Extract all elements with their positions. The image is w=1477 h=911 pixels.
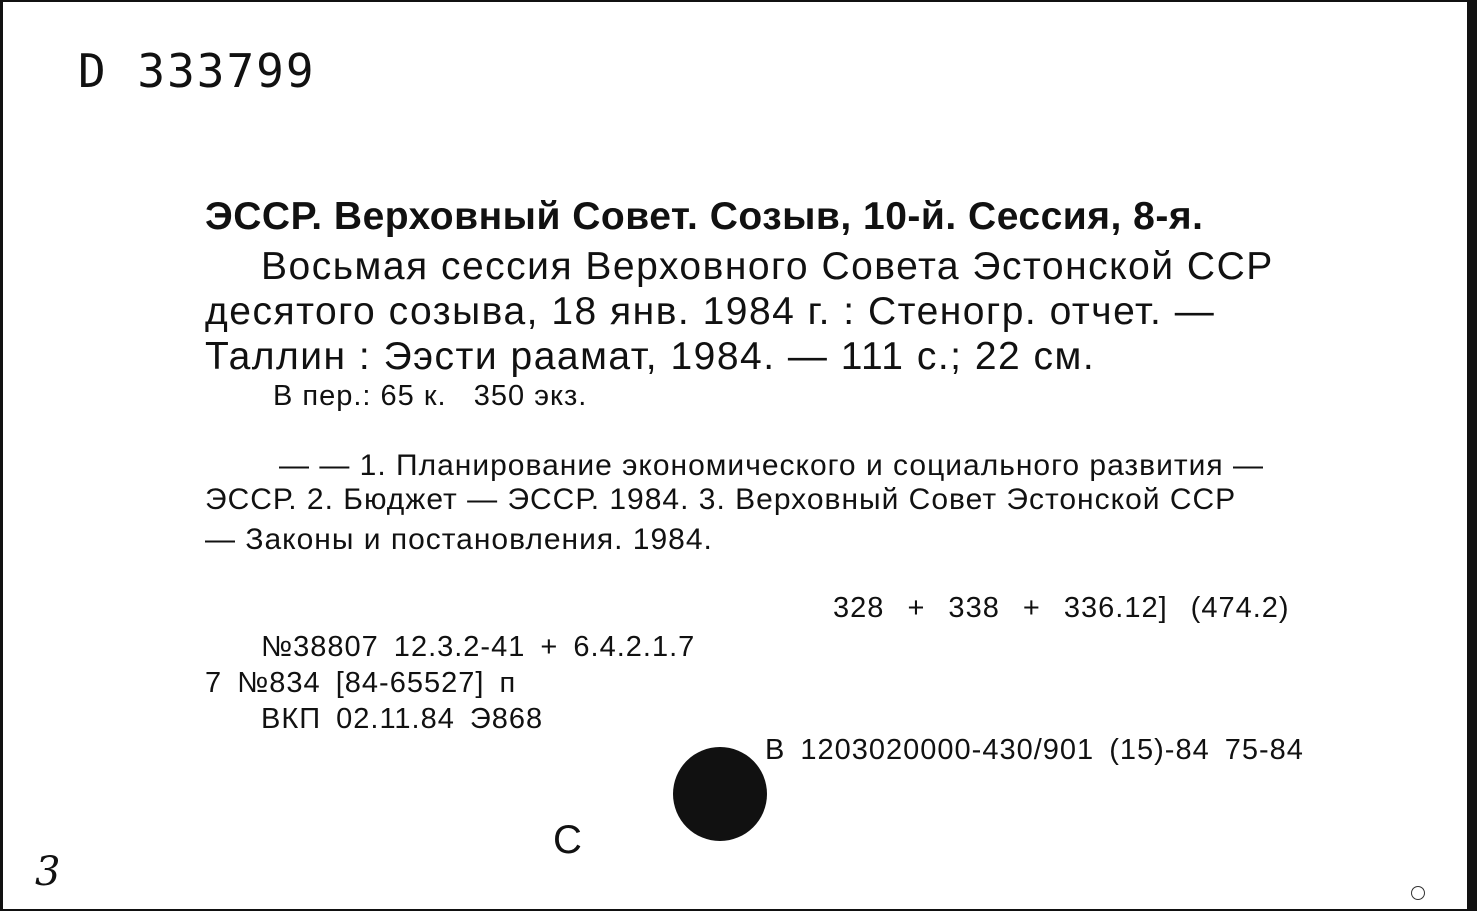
card-letter: С: [553, 818, 582, 862]
code-line-3: ВКП 02.11.84 Э868: [261, 703, 544, 735]
title-line-3: Таллин : Ээсти раамат, 1984. — 111 с.; 22 см.: [205, 335, 1096, 378]
classification-index: 328 + 338 + 336.12] (474.2): [833, 592, 1290, 624]
price-line: В пер.: 65 к. 350 экз.: [273, 380, 588, 412]
code-line-1: №38807 12.3.2-41 + 6.4.2.1.7: [261, 631, 696, 663]
punch-hole: [673, 747, 767, 841]
isbn-line: В 1203020000-430/901 (15)-84 75-84: [765, 734, 1304, 766]
subject-line-3: — Законы и постановления. 1984.: [205, 523, 713, 556]
code-line-2: 7 №834 [84-65527] п: [205, 667, 517, 699]
title-line-2: десятого созыва, 18 янв. 1984 г. : Стеногр. отчет. —: [205, 290, 1216, 333]
corner-circle-icon: [1411, 886, 1425, 900]
subject-line-1: — — 1. Планирование экономического и социального развития —: [279, 449, 1264, 482]
call-number: D 333799: [78, 44, 316, 98]
card-heading: ЭССР. Верховный Совет. Созыв, 10-й. Сессия, 8-я.: [205, 195, 1204, 238]
title-line-1: Восьмая сессия Верховного Совета Эстонской ССР: [261, 245, 1274, 288]
handwritten-mark: 3: [35, 849, 61, 895]
subject-line-2: ЭССР. 2. Бюджет — ЭССР. 1984. 3. Верховный Совет Эстонской ССР: [205, 483, 1237, 516]
